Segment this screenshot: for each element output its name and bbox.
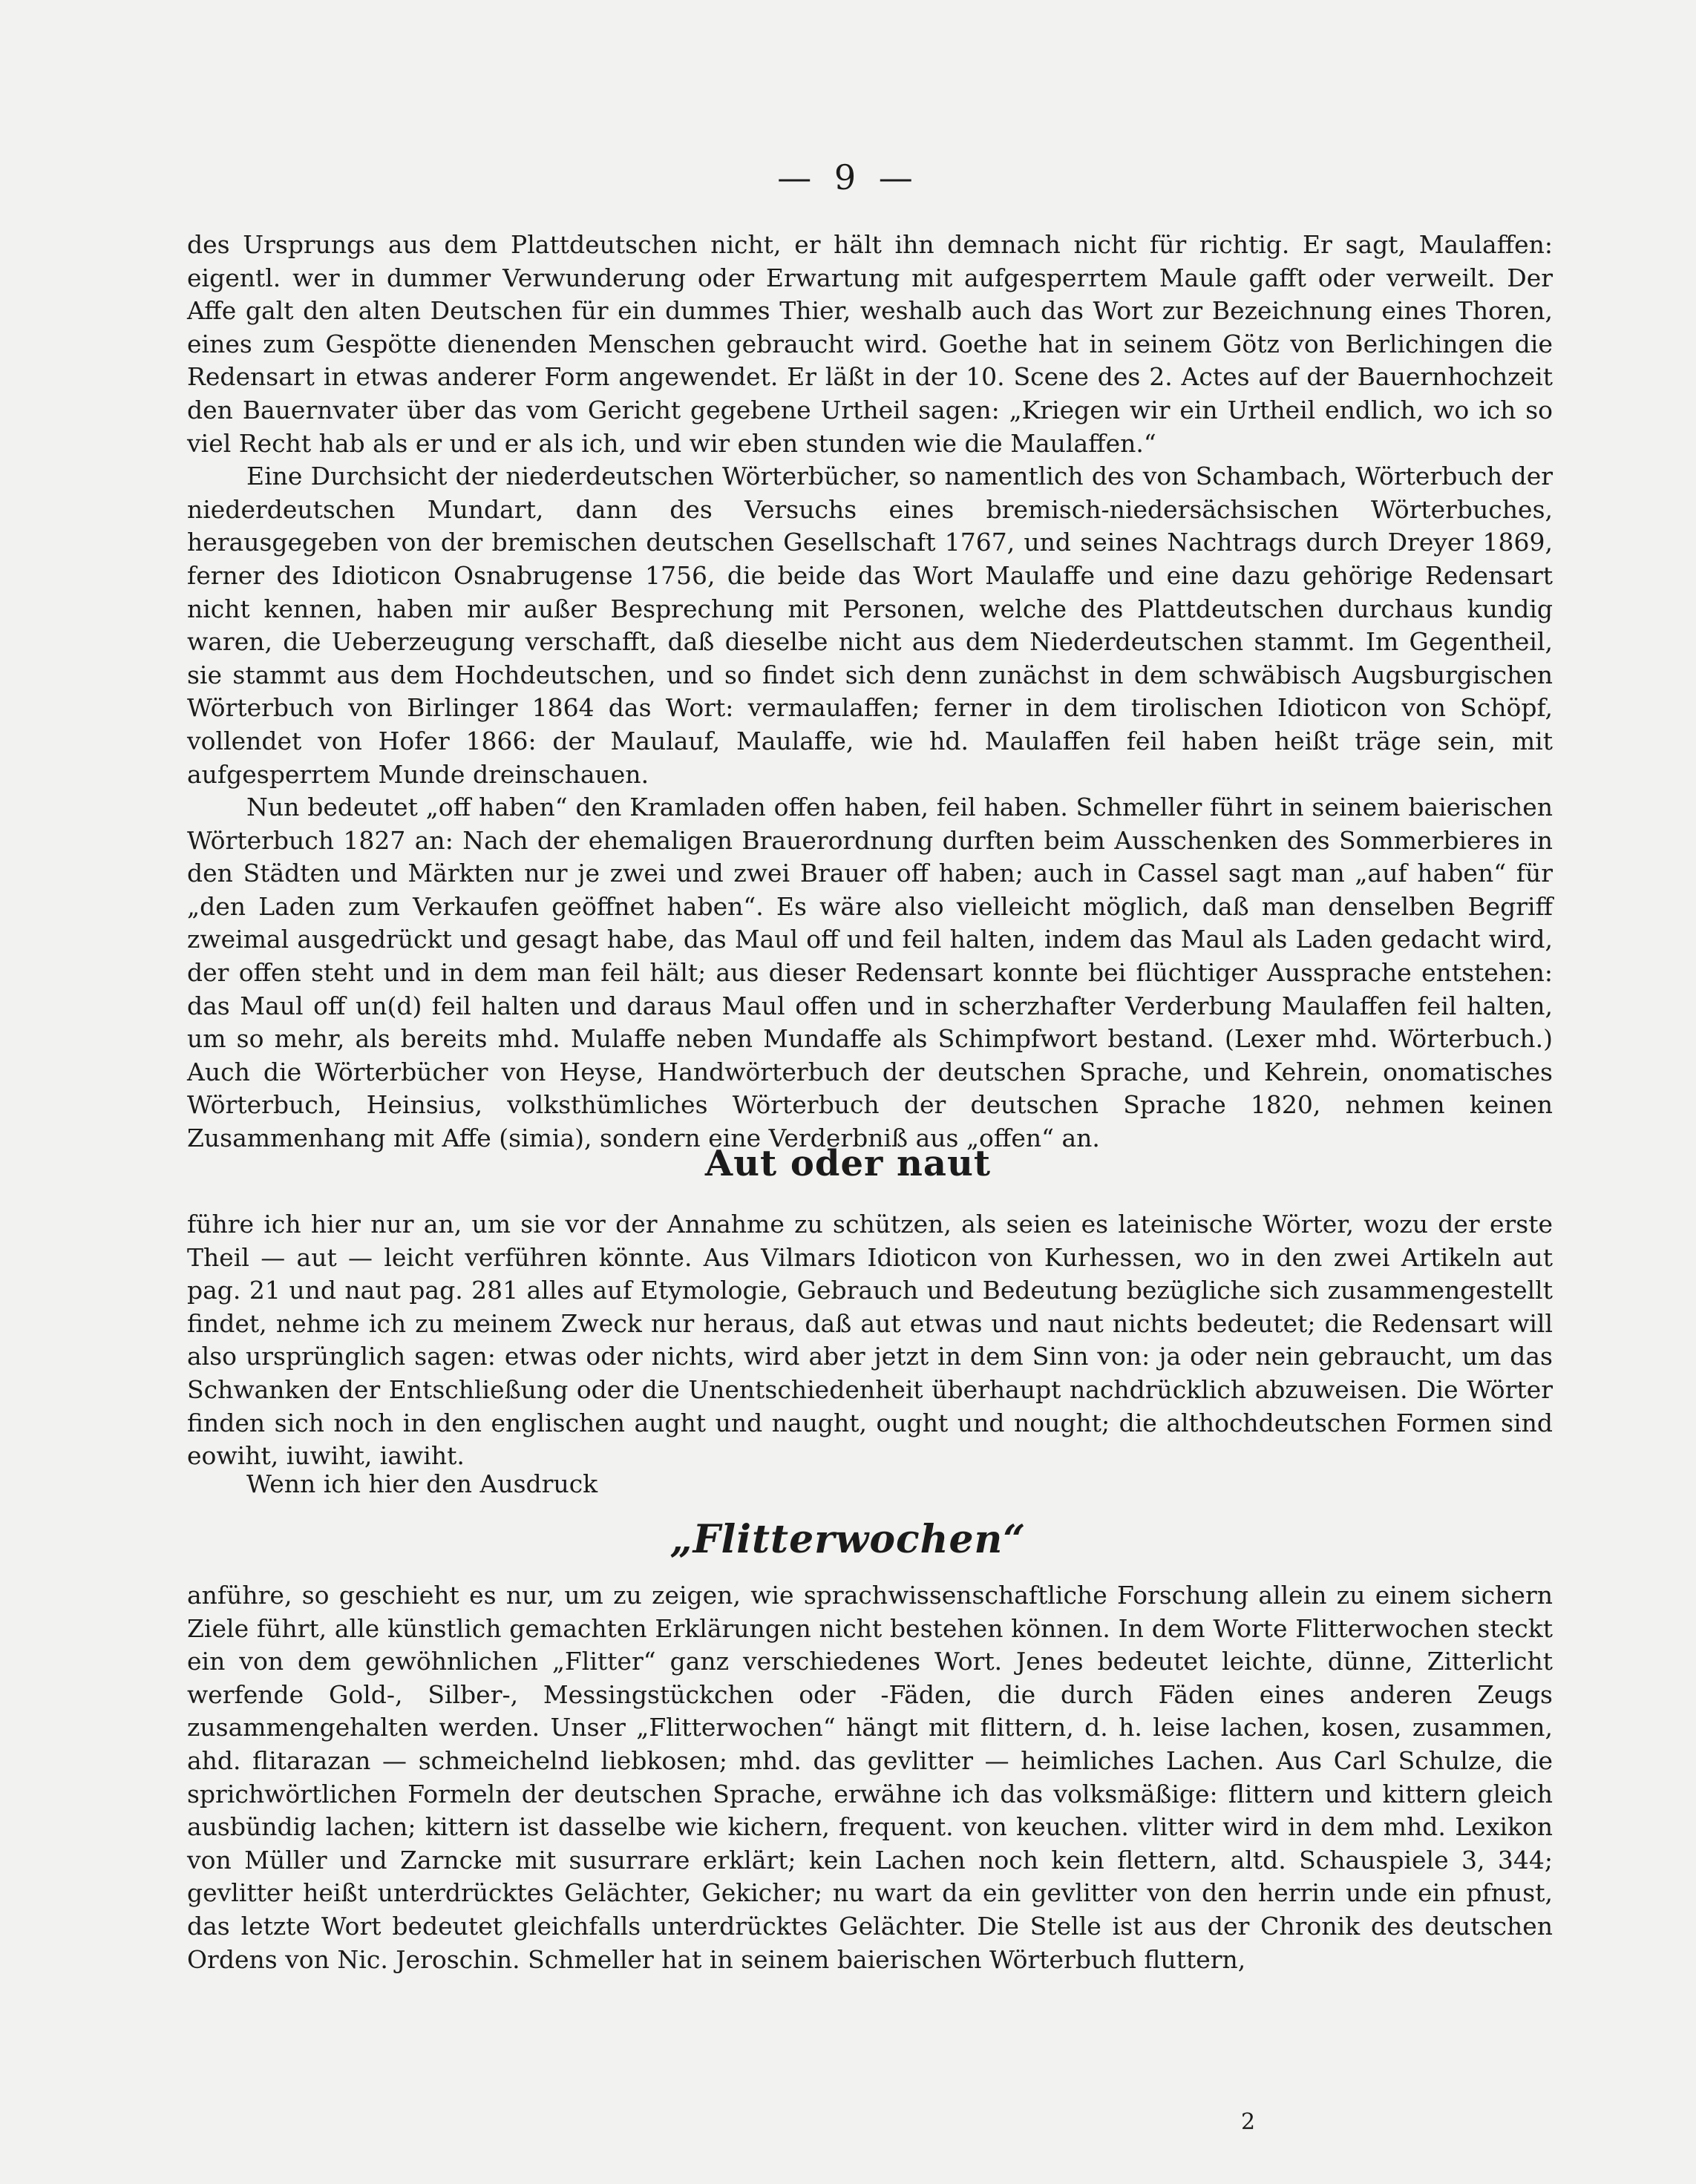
paragraph: anführe, so geschieht es nur, um zu zeigen, wie sprachwissenschaftliche Forschung allein zu einem sichern Ziele führt, alle künstlich gemachten Erklärungen nicht bestehen können. In dem Worte Flitterwochen steckt ein von dem gewöhnlichen „Flitter“ ganz verschiedenes Wort. Jenes bedeutet leichte, dünne, Zitterlicht werfende Gold-, Silber-, Messingstückchen oder -Fäden, die durch Fäden eines anderen Zeugs zusammengehalten werden. Unser „Flitterwochen“ hängt mit flittern, d. h. leise lachen, kosen, zusammen, ahd. flitarazan — schmeichelnd liebkosen; mhd. das gevlitter — heimliches Lachen. Aus Carl Schulze, die sprichwörtlichen Formeln der deutschen Sprache, erwähne ich das volksmäßige: flittern und kittern gleich ausbündig lachen; kittern ist dasselbe wie kichern, frequent. von keuchen. vlitter wird in dem mhd. Lexikon von Müller und Zarncke mit susurrare erklärt; kein Lachen noch kein flettern, altd. Schauspiele 3, 344; gevlitter heißt unterdrücktes Gelächter, Gekicher; nu wart da ein gevlitter von den herrin unde ein pfnust, das letzte Wort bedeutet gleichfalls unterdrücktes Gelächter. Die Stelle ist aus der Chronik des deutschen Ordens von Nic. Jeroschin. Schmeller hat in seinem baierischen Wörterbuch fluttern, — [187, 1581, 1553, 1974]
paragraph: des Ursprungs aus dem Plattdeutschen nicht, er hält ihn demnach nicht für richtig. Er sagt, Maulaffen: eigentl. wer in dummer Verwunderung oder Erwartung mit aufgesperrtem Maule gafft oder verweilt. Der Affe galt den alten Deutschen für ein dummes Thier, weshalb auch das Wort zur Bezeichnung eines Thoren, eines zum Gespötte dienenden Menschen gebraucht wird. Goethe hat in seinem Götz von Berlichingen die Redensart in etwas anderer Form angewendet. Er läßt in der 10. Scene des 2. Actes auf der Bauernhochzeit den Bauernvater über das vom Gericht gegebene Urtheil sagen: „Kriegen wir ein Urtheil endlich, wo ich so viel Recht hab als er und er als ich, und wir eben stunden wie die Maulaffen.“ — [187, 230, 1553, 458]
paragraph: führe ich hier nur an, um sie vor der Annahme zu schützen, als seien es lateinische Wörter, wozu der erste Theil — aut — leicht verführen könnte. Aus Vilmars Idioticon von Kurhessen, wo in den zwei Artikeln aut pag. 21 und naut pag. 281 alles auf Etymologie, Gebrauch und Bedeutung bezügliche sich zusammengestellt findet, nehme ich zu meinem Zweck nur heraus, daß aut etwas und naut nichts bedeutet; die Redensart will also ursprünglich sagen: etwas oder nichts, wird aber jetzt in dem Sinn von: ja oder nein gebraucht, um das Schwanken der Entschließung oder die Unentschiedenheit überhaupt nachdrücklich abzuweisen. Die Wörter finden sich noch in den englischen aught und naught, ought und nought; die althochdeutschen Formen sind eowiht, iuwiht, iawiht. — [187, 1210, 1553, 1471]
section-heading-aut-oder-naut: Aut oder naut — [704, 1143, 992, 1184]
paragraph: Nun bedeutet „off haben“ den Kramladen offen haben, feil haben. Schmeller führt in seinem baierischen Wörterbuch 1827 an: Nach der ehemaligen Brauerordnung durften beim Ausschenken des Sommerbieres in den Städten und Märkten nur je zwei und zwei Brauer off haben; auch in Cassel sagt man „auf haben“ für „den Laden zum Verkaufen geöffnet haben“. Es wäre also vielleicht möglich, daß man denselben Begriff zweimal ausgedrückt und gesagt habe, das Maul off und feil halten, indem das Maul als Laden gedacht wird, der offen steht und in dem man feil hält; aus dieser Redensart konnte bei flüchtiger Aussprache entstehen: das Maul off un(d) feil halten und daraus Maul offen und in scherzhafter Verderbung Maulaffen feil halten, um so mehr, als bereits mhd. Mulaffe neben Mundaffe als Schimpfwort bestand. (Lexer mhd. Wörterbuch.) Auch die Wörterbücher von Heyse, Handwörterbuch der deutschen Sprache, und Kehrein, onomatisches Wörterbuch, Heinsius, volksthümliches Wörterbuch der deutschen Sprache 1820, nehmen keinen Zusammenhang mit Affe (simia), sondern eine Verderbniß aus „offen“ an. — [187, 793, 1553, 1153]
section-heading-flitterwochen: „Flitterwochen“ — [669, 1517, 1027, 1562]
page-number: — 9 — — [777, 157, 919, 197]
flitterwochen-intro: Wenn ich hier den Ausdruck — [246, 1469, 598, 1498]
signature-mark: 2 — [1241, 2109, 1256, 2135]
section-flitterwochen-text — [187, 1579, 1553, 1976]
paragraph: Eine Durchsicht der niederdeutschen Wörterbücher, so namentlich des von Schambach, Wörterbuch der niederdeutschen Mundart, dann des Versuchs eines bremisch-niedersächsischen Wörterbuches, herausgegeben von der bremischen deutschen Gesellschaft 1767, und seines Nachtrags durch Dreyer 1869, ferner des Idioticon Osnabrugense 1756, die beide das Wort Maulaffe und eine dazu gehörige Redensart nicht kennen, haben mir außer Besprechung mit Personen, welche des Plattdeutschen durchaus kundig waren, die Ueberzeugung verschafft, daß dieselbe nicht aus dem Niederdeutschen stammt. Im Gegentheil, sie stammt aus dem Hochdeutschen, und so findet sich denn zunächst in dem schwäbisch Augsburgischen Wörterbuch von Birlinger 1864 das Wort: vermaulaffen; ferner in dem tirolischen Idioticon von Schöpf, vollendet von Hofer 1866: der Maulauf, Maulaffe, wie hd. Maulaffen feil haben heißt träge sein, mit aufgesperrtem Munde dreinschauen. — [187, 462, 1553, 789]
section-aut-text — [187, 1208, 1553, 1473]
section-maulaffen-text — [187, 229, 1553, 1155]
